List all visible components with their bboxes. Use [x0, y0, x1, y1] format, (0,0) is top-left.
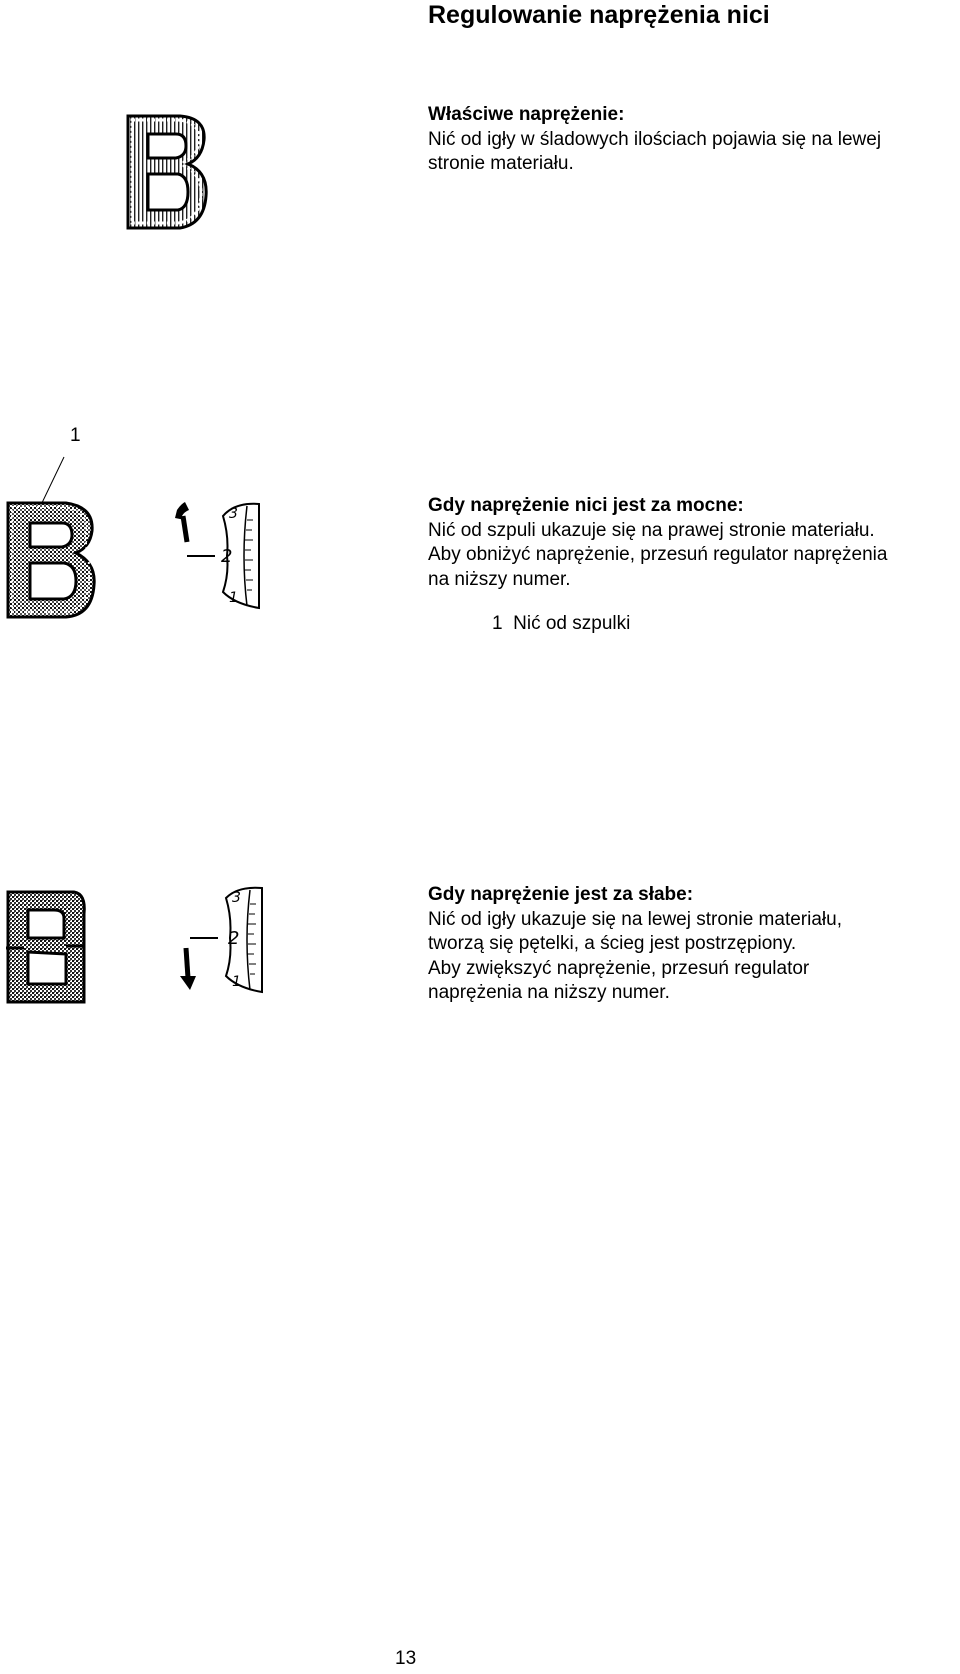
section-tension-too-tight [428, 494, 960, 592]
dial-number: 3 [229, 506, 238, 522]
section-tension-too-loose [428, 883, 960, 1006]
page-number: 13 [395, 1648, 417, 1669]
letter-b-stitch-icon [122, 112, 210, 232]
text-line: stronie materiału. [428, 153, 574, 174]
legend-item: 1 Nić od szpulki [492, 613, 631, 634]
tension-dial-icon [178, 886, 268, 996]
tension-dial-icon [175, 500, 265, 610]
text-line: na niższy numer. [428, 568, 571, 590]
text-line: Aby obniżyć naprężenie, przesuń regulator naprężenia [428, 544, 888, 565]
page-title: Regulowanie naprężenia nici [428, 1, 770, 29]
letter-b-stitch-icon [4, 888, 88, 1006]
text-line: naprężenia na niższy numer. [428, 982, 670, 1003]
arrow-down-icon [180, 976, 196, 990]
text-line: tworzą się pętelki, a ścieg jest postrzępiony. [428, 933, 797, 954]
text-line: Nić od igły ukazuje się na lewej stronie materiału, [428, 908, 842, 930]
text-line: Aby zwiększyć naprężenie, przesuń regulator [428, 957, 810, 979]
section-heading: Gdy naprężenie nici jest za mocne: [428, 495, 744, 516]
letter-b-stitch-icon [6, 455, 96, 620]
dial-number: 1 [232, 974, 241, 990]
dial-number: 3 [232, 890, 241, 906]
text-line: Nić od igły w śladowych ilościach pojawia się na lewej [428, 128, 882, 150]
section-heading: Właściwe naprężenie: [428, 104, 625, 125]
text-line: Nić od szpuli ukazuje się na prawej stronie materiału. [428, 519, 875, 541]
section-heading: Gdy naprężenie jest za słabe: [428, 884, 694, 905]
dial-number: 1 [229, 590, 238, 606]
dial-number: 2 [221, 546, 233, 567]
section-correct-tension [428, 103, 960, 177]
dial-number: 2 [228, 928, 240, 949]
callout-number: 1 [70, 425, 81, 446]
